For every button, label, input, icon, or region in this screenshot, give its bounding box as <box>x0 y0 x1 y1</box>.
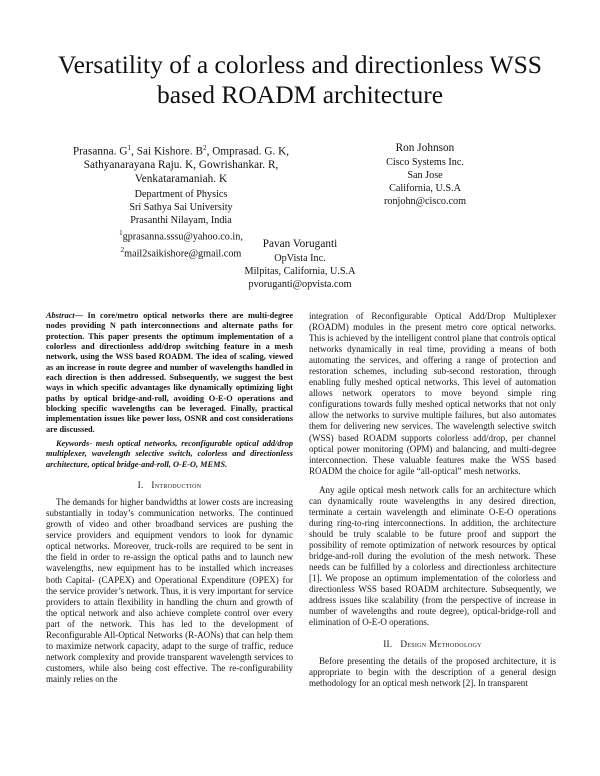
author-company-cisco: Cisco Systems Inc. <box>386 156 464 168</box>
author-email-ron: ronjohn@cisco.com <box>383 196 467 208</box>
abstract-text: In core/metro optical networks there are multi-degree nodes providing N path interconnections and alternate paths for protection. This paper presents the optimum implementation of a colorless and directionless add/drop switching feature in a mesh network, using the WSS based ROADM. The idea of scaling, viewed as an increase in route degree and number of wavelengths handled in each direction is then addressed. Subsequently, we suggest the best ways in which specific advantages like dynamically optimizing light paths by optical bridge-and-roll, avoiding O-E-O operations and blocking specific wavelengths can be leveraged. Finally, practical implementation issues like power loss, OSNR and cost considerations are discussed. <box>46 311 294 434</box>
author-emails: $^1$gprasanna.sssu@yahoo.co.in, $^2$mail2saikishore@gmail.com <box>119 229 243 260</box>
right-column <box>309 311 556 690</box>
author-company-opvista: OpVista Inc. <box>274 252 326 264</box>
author-names-line3: Venkataramaniah. K <box>134 172 228 185</box>
intro-paragraph-3: Any agile optical mesh network calls for an architecture which can dynamically route wavelengths in any desired direction, terminate a certain wavelength and eliminate O-E-O operations during ring-to-ring interconnections. In addition, the architecture should be truly scalable to be future proof and support the possibility of remote optimization of network resources by optical bridge-and-roll during the evolution of the mesh network. These needs can be fulfilled by a colorless and directionless architecture [1]. We propose an optimum implementation of the colorless and directionless WSS based ROADM architecture. Subsequently, we address issues like scalability (from the perspective of increase in number of wavelengths and route degree), optical-bridge-roll and elimination of O-E-O operations. <box>309 484 556 628</box>
author-names-line2: Sathyanarayana Raju. K, Gowrishankar. R, <box>83 159 279 172</box>
keywords: Keywords- mesh optical networks, reconfigurable optical add/drop multiplexer, wavelength selective switch, colorless and directionless architecture, optical bridge-and-roll, O-E-O, MEMS. <box>46 439 293 469</box>
author-university: Sri Sathya Sai University <box>129 201 233 213</box>
abstract: Abstract— In core/metro optical networks there are multi-degree nodes providing N path interconnections and alternate paths for protection. This paper presents the optimum implementation of a colorless and directionless add/drop switching feature in a mesh network, using the WSS based ROADM. The idea of scaling, viewed as an increase in route degree and number of wavelengths handled in each direction is then addressed. Subsequently, we suggest the best ways in which specific advantages like dynamically optimizing light paths by optical bridge-and-roll, avoiding O-E-O operations and blocking specific wavelengths can be leveraged. Finally, practical implementation issues like power loss, OSNR and cost considerations are discussed. <box>46 311 294 434</box>
author-email-pavan: pvoruganti@opvista.com <box>248 279 352 290</box>
author-state: California, U.S.A <box>389 183 461 194</box>
author-block-center <box>200 238 400 291</box>
method-paragraph-1: Before presenting the details of the proposed architecture, it is appropriate to begin with the description of a general design methodology for an optical mesh network [2]. In transparent <box>309 656 556 689</box>
author-city: San Jose <box>407 169 443 181</box>
intro-paragraph-1: The demands for higher bandwidths at lower costs are increasing substantially in today’s communication networks. The continued growth of video and other broadband services are pushing the service providers and equipment vendors to look for dynamic optical networks. Moreover, truck-rolls are required to be sent in the field in order to re-assign the optical paths and to launch new wavelengths, new equipment has to be installed which increases both Capital- (CAPEX) and Operational Expenditure (OPEX) for the service provider’s network. Thus, it is very important for service providers to attain flexibility in handling the churn and growth of the optical network and also achieve complete control over every part of the network. This has led to the development of Reconfigurable All-Optical Networks (R-AONs) that can help them to maximize network capacity, adapt to the surge of traffic, reduce network complexity and provide transparent wavelength services to customers, while also being cost effective. The re-configurability mainly relies on the <box>46 497 293 684</box>
left-column <box>46 311 293 685</box>
intro-paragraph-2: integration of Reconfigurable Optical Add/Drop Multiplexer (ROADM) modules in the present metro core optical networks. This is achieved by the intelligent control plane that controls optical networks dynamically in real time, providing a means of both automating the services, and offering a range of protection and restoration schemes, including sub-second restoration, through enabling fully meshed optical networks. This level of automation allows network operators to move beyond simple ring configurations towards fully meshed optical networks that not only allow the networks to survive multiple failures, but also automates them for delivering new services. The wavelength selective switch (WSS) based ROADM supports colorless add/drop, per channel optical power monitoring (OPM) and balancing, and multi-degree interconnection. These valuable features make the WSS based ROADM the choice for agile “all-optical” mesh networks. <box>309 311 556 476</box>
paper-title: Versatility of a colorless and directionless WSS based ROADM architecture <box>58 50 542 109</box>
author-name-ron: Ron Johnson <box>395 142 455 154</box>
author-location: Milpitas, California, U.S.A <box>244 265 356 277</box>
abstract-label: Abstract <box>46 311 75 320</box>
author-block-right <box>350 142 500 208</box>
section-heading-design-methodology: II. Design Methodology <box>383 639 482 650</box>
author-place: Prasanthi Nilayam, India <box>130 214 232 226</box>
section-heading-introduction: I. Introduction <box>137 480 202 491</box>
author-name-pavan: Pavan Voruganti <box>262 238 338 250</box>
author-names-line1: Prasanna. $G^1$, Sai Kishore. $B^2$, Omprasad. G. K, <box>72 144 290 158</box>
author-department: Department of Physics <box>134 188 228 200</box>
